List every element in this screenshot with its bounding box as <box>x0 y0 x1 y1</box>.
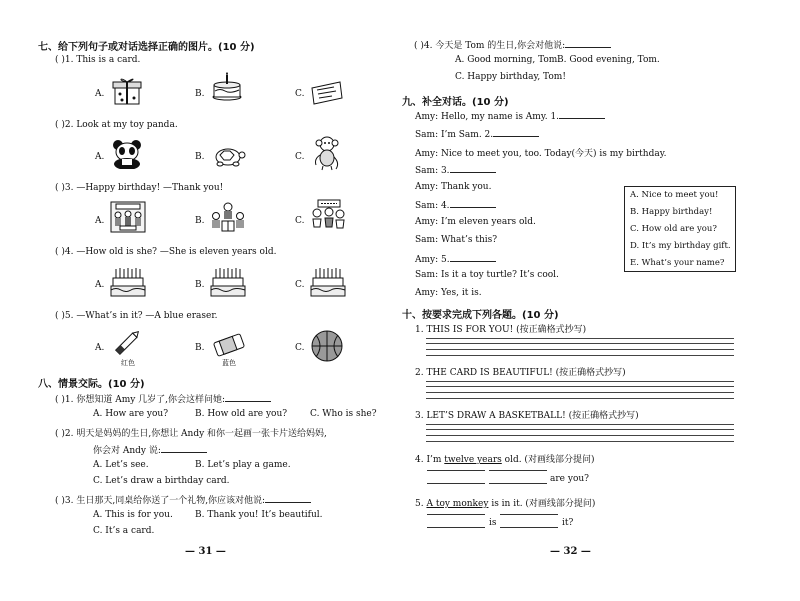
q7-2-text: ( )2. Look at my toy panda. <box>55 120 178 130</box>
option-e: E. What’s your name? <box>630 258 725 268</box>
option-d: D. It’s my birthday gift. <box>630 241 731 251</box>
pen-caption: 红色 <box>121 359 135 367</box>
dialog-line-3: Amy: Nice to meet you, too. Today(今天) is my birthday. <box>415 149 667 159</box>
dialog-line-11: Amy: Yes, it is. <box>415 288 482 298</box>
task-5-text: 5. A toy monkey is in it. (对画线部分提问) <box>415 499 596 509</box>
task-4-text: 4. I’m twelve years old. (对画线部分提问) <box>415 455 595 465</box>
greeting-card-icon <box>310 78 344 108</box>
cake-candles-icon <box>310 266 346 298</box>
q7-4-text: ( )4. —How old is she? —She is eleven years old. <box>55 247 277 257</box>
gift-giving-icon <box>210 201 246 233</box>
q7-2-opt-b[interactable]: B. <box>195 152 205 162</box>
writing-line[interactable] <box>426 386 734 387</box>
answer-blank[interactable] <box>427 527 485 528</box>
q8-4-opt-b[interactable]: B. Good evening, Tom. <box>557 55 660 65</box>
q8-4-opt-a[interactable]: A. Good morning, Tom. <box>455 55 561 65</box>
section-7-title: 七、给下列句子或对话选择正确的图片。(10 分) <box>38 42 255 53</box>
q7-3-opt-b[interactable]: B. <box>195 216 205 226</box>
eraser-icon <box>212 330 246 360</box>
answer-blank[interactable] <box>427 514 485 515</box>
panda-icon <box>110 139 144 169</box>
q8-2-text: ( )2. 明天是妈妈的生日,你想让 Andy 和你一起画一张卡片送给妈妈, <box>55 429 327 439</box>
gift-box-icon <box>110 76 144 106</box>
page-number-right: — 32 — <box>550 546 591 557</box>
q8-2-opt-c[interactable]: C. Let’s draw a birthday card. <box>93 476 230 486</box>
page-number-left: — 31 — <box>185 546 226 557</box>
q8-3-text: ( )3. 生日那天,同桌给你送了一个礼物,你应该对他说: <box>55 493 311 506</box>
writing-line[interactable] <box>426 424 734 425</box>
q7-1-opt-c[interactable]: C. <box>295 89 305 99</box>
q8-1-opt-b[interactable]: B. How old are you? <box>195 409 288 419</box>
turtle-icon <box>212 142 246 172</box>
dialog-line-6: Sam: 4. <box>415 199 496 211</box>
writing-line[interactable] <box>426 435 734 436</box>
option-c: C. How old are you? <box>630 224 717 234</box>
section-8-title: 八、情景交际。(10 分) <box>38 379 145 390</box>
q8-3-opt-a[interactable]: A. This is for you. <box>93 510 173 520</box>
birthday-cake-icon <box>210 72 244 102</box>
task-2-text: 2. THE CARD IS BEAUTIFUL! (按正确格式抄写) <box>415 368 626 378</box>
birthday-party-icon <box>110 201 146 233</box>
options-box <box>624 186 736 272</box>
q8-2-opt-a[interactable]: A. Let’s see. <box>93 460 149 470</box>
cake-candles-icon <box>110 266 146 298</box>
answer-blank[interactable] <box>489 483 547 484</box>
option-b: B. Happy birthday! <box>630 207 713 217</box>
dialog-line-2: Sam: I’m Sam. 2. <box>415 128 539 140</box>
dialog-line-10: Sam: Is it a toy turtle? It’s cool. <box>415 270 559 280</box>
option-a: A. Nice to meet you! <box>630 190 719 200</box>
writing-line[interactable] <box>426 381 734 382</box>
answer-blank[interactable] <box>489 470 547 471</box>
q7-3-opt-c[interactable]: C. <box>295 216 305 226</box>
q7-1-opt-a[interactable]: A. <box>95 89 105 99</box>
q7-5-opt-a[interactable]: A. <box>95 343 105 353</box>
answer-blank[interactable] <box>500 527 558 528</box>
writing-line[interactable] <box>426 343 734 344</box>
task-5-is: is <box>489 518 497 528</box>
q7-5-text: ( )5. —What’s in it? —A blue eraser. <box>55 311 218 321</box>
task-5-ending: it? <box>562 518 574 528</box>
writing-line[interactable] <box>426 398 734 399</box>
childrens-day-icon <box>310 199 346 233</box>
writing-line[interactable] <box>426 355 734 356</box>
q8-2-text-cont: 你会对 Andy 说: <box>93 443 207 456</box>
q8-3-opt-b[interactable]: B. Thank you! It’s beautiful. <box>195 510 323 520</box>
answer-blank[interactable] <box>427 483 485 484</box>
q7-4-opt-b[interactable]: B. <box>195 280 205 290</box>
dialog-line-8: Sam: What’s this? <box>415 235 498 245</box>
section-9-title: 九、补全对话。(10 分) <box>402 97 509 108</box>
dialog-line-9: Amy: 5. <box>415 253 496 265</box>
q7-5-opt-b[interactable]: B. <box>195 343 205 353</box>
pen-icon <box>110 328 144 358</box>
q7-3-text: ( )3. —Happy birthday! —Thank you! <box>55 183 224 193</box>
monkey-icon <box>310 135 344 171</box>
task-3-text: 3. LET’S DRAW A BASKETBALL! (按正确格式抄写) <box>415 411 639 421</box>
dialog-line-5: Amy: Thank you. <box>415 182 492 192</box>
writing-line[interactable] <box>426 441 734 442</box>
dialog-line-4: Sam: 3. <box>415 164 496 176</box>
q8-3-opt-c[interactable]: C. It’s a card. <box>93 526 155 536</box>
writing-line[interactable] <box>426 349 734 350</box>
q7-5-opt-c[interactable]: C. <box>295 343 305 353</box>
q8-1-text: ( )1. 你想知道 Amy 几岁了,你会这样问她: <box>55 392 271 405</box>
answer-blank[interactable] <box>500 514 558 515</box>
q8-1-opt-c[interactable]: C. Who is she? <box>310 409 377 419</box>
basketball-icon <box>310 329 344 363</box>
q8-4-opt-c[interactable]: C. Happy birthday, Tom! <box>455 72 566 82</box>
q7-4-opt-a[interactable]: A. <box>95 280 105 290</box>
writing-line[interactable] <box>426 338 734 339</box>
q7-1-opt-b[interactable]: B. <box>195 89 205 99</box>
q8-4-text: ( )4. 今天是 Tom 的生日,你会对他说: <box>414 38 611 51</box>
q8-1-opt-a[interactable]: A. How are you? <box>93 409 169 419</box>
q7-3-opt-a[interactable]: A. <box>95 216 105 226</box>
cake-candles-icon <box>210 266 246 298</box>
section-10-title: 十、按要求完成下列各题。(10 分) <box>402 310 559 321</box>
dialog-line-1: Amy: Hello, my name is Amy. 1. <box>415 110 605 122</box>
q7-4-opt-c[interactable]: C. <box>295 280 305 290</box>
q8-2-opt-b[interactable]: B. Let’s play a game. <box>195 460 291 470</box>
dialog-line-7: Amy: I’m eleven years old. <box>415 217 536 227</box>
writing-line[interactable] <box>426 429 734 430</box>
writing-line[interactable] <box>426 392 734 393</box>
answer-blank[interactable] <box>427 470 485 471</box>
q7-2-opt-a[interactable]: A. <box>95 152 105 162</box>
task-4-ending: are you? <box>550 474 589 484</box>
q7-2-opt-c[interactable]: C. <box>295 152 305 162</box>
task-1-text: 1. THIS IS FOR YOU! (按正确格式抄写) <box>415 325 587 335</box>
eraser-caption: 蓝色 <box>222 359 236 367</box>
q7-1-text: ( )1. This is a card. <box>55 55 141 65</box>
